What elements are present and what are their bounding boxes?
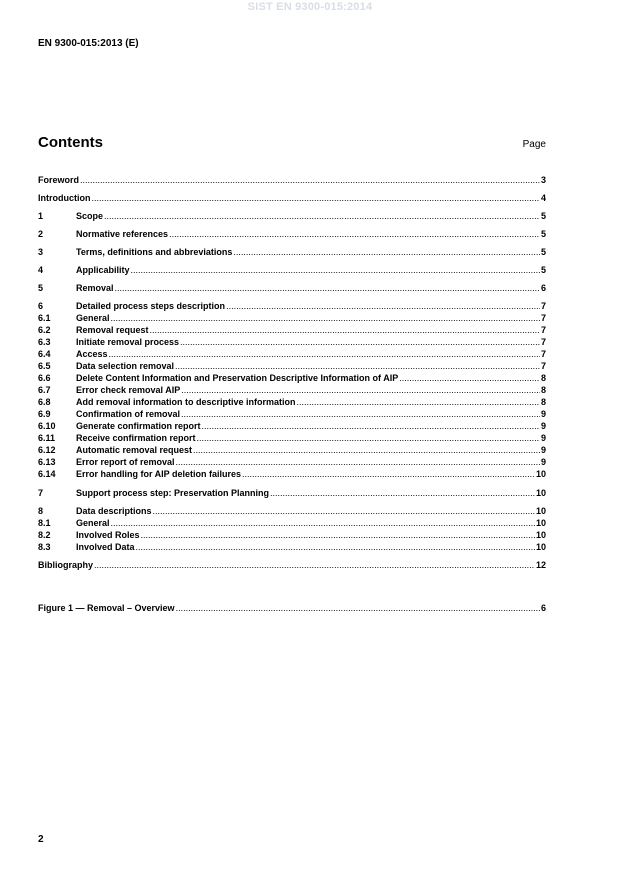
toc-entry-6-13[interactable]: [38, 457, 546, 468]
toc-entry-page: 9: [540, 409, 546, 419]
toc-entry-number: 6.8: [38, 397, 51, 407]
toc-entry-number: 7: [38, 488, 44, 498]
toc-entry-page: 10: [535, 518, 546, 528]
toc-entry-page: 7: [540, 313, 546, 323]
toc-leader-dots: [131, 265, 540, 276]
toc-leader-dots: [399, 373, 540, 384]
toc-entry-title: Support process step: Preservation Planning: [76, 488, 270, 498]
toc-entry-4[interactable]: [38, 265, 546, 276]
figure-entry-1[interactable]: [38, 603, 546, 614]
toc-leader-dots: [202, 421, 540, 432]
toc-entry-page: 7: [540, 349, 546, 359]
toc-entry-3[interactable]: [38, 247, 546, 258]
toc-entry-page: 10: [535, 542, 546, 552]
toc-leader-dots: [297, 397, 540, 408]
toc-entry-6-10[interactable]: [38, 421, 546, 432]
page-column-label: Page: [522, 139, 546, 150]
toc-entry-title: General: [76, 518, 110, 528]
toc-entry-page: 5: [540, 247, 546, 257]
toc-entry-title: Involved Data: [76, 542, 135, 552]
toc-leader-dots: [242, 469, 535, 480]
toc-entry-6-8[interactable]: [38, 397, 546, 408]
toc-entry-page: 4: [540, 193, 546, 203]
toc-entry-7[interactable]: [38, 488, 546, 499]
toc-entry-page: 10: [535, 530, 546, 540]
toc-entry-number: 6.3: [38, 337, 51, 347]
toc-entry-title: Initiate removal process: [76, 337, 180, 347]
toc-entry-6-3[interactable]: [38, 337, 546, 348]
toc-entry-title: Generate confirmation report: [76, 421, 201, 431]
toc-leader-dots: [80, 175, 540, 186]
toc-entry-6-6[interactable]: [38, 373, 546, 384]
toc-leader-dots: [111, 518, 535, 529]
toc-leader-dots: [181, 409, 540, 420]
toc-entry-bibliography[interactable]: [38, 560, 546, 571]
toc-entry-number: 4: [38, 265, 44, 275]
toc-entry-number: 6.5: [38, 361, 51, 371]
toc-entry-number: 6.6: [38, 373, 51, 383]
toc-leader-dots: [233, 247, 540, 258]
toc-entry-page: 7: [540, 337, 546, 347]
toc-leader-dots: [94, 560, 535, 571]
watermark: SIST EN 9300-015:2014: [247, 1, 373, 13]
toc-entry-page: 7: [540, 301, 546, 311]
toc-entry-page: 10: [535, 469, 546, 479]
toc-entry-title: Normative references: [76, 229, 169, 239]
toc-entry-introduction[interactable]: [38, 193, 546, 204]
toc-entry-8-3[interactable]: [38, 542, 546, 553]
toc-entry-page: 9: [540, 433, 546, 443]
toc-entry-number: 6.13: [38, 457, 56, 467]
toc-entry-5[interactable]: [38, 283, 546, 294]
page-number: 2: [38, 834, 44, 845]
toc-entry-title: Error check removal AIP: [76, 385, 181, 395]
toc-entry-page: 9: [540, 457, 546, 467]
toc-entry-number: 6.10: [38, 421, 56, 431]
toc-leader-dots: [270, 488, 535, 499]
toc-entry-title: Detailed process steps description: [76, 301, 226, 311]
toc-leader-dots: [181, 385, 540, 396]
toc-entry-title: Error handling for AIP deletion failures: [76, 469, 242, 479]
toc-entry-title: Terms, definitions and abbreviations: [76, 247, 233, 257]
toc-entry-8[interactable]: [38, 506, 546, 517]
toc-entry-page: 7: [540, 325, 546, 335]
toc-entry-number: 8: [38, 506, 44, 516]
toc-entry-number: 6.7: [38, 385, 51, 395]
toc-entry-6-2[interactable]: [38, 325, 546, 336]
toc-leader-dots: [226, 301, 540, 312]
toc-entry-page: 5: [540, 229, 546, 239]
toc-entry-1[interactable]: [38, 211, 546, 222]
toc-entry-foreword[interactable]: [38, 175, 546, 186]
toc-entry-number: 6.11: [38, 433, 56, 443]
toc-entry-page: 7: [540, 361, 546, 371]
toc-entry-6-9[interactable]: [38, 409, 546, 420]
toc-entry-number: 6.2: [38, 325, 51, 335]
toc-entry-title: Data selection removal: [76, 361, 175, 371]
toc-entry-6-11[interactable]: [38, 433, 546, 444]
toc-entry-title: General: [76, 313, 110, 323]
toc-leader-dots: [176, 603, 540, 614]
toc-entry-title: Confirmation of removal: [76, 409, 181, 419]
toc-entry-number: 6: [38, 301, 44, 311]
toc-leader-dots: [150, 325, 540, 336]
toc-entry-title: Applicability: [76, 265, 130, 275]
toc-entry-page: 8: [540, 373, 546, 383]
toc-leader-dots: [136, 542, 535, 553]
toc-entry-page: 5: [540, 211, 546, 221]
toc-entry-page: 12: [535, 560, 546, 570]
toc-entry-page: 10: [535, 488, 546, 498]
toc-leader-dots: [176, 457, 540, 468]
toc-entry-number: 6.14: [38, 469, 56, 479]
toc-leader-dots: [153, 506, 535, 517]
toc-entry-6-7[interactable]: [38, 385, 546, 396]
toc-entry-title: Add removal information to descriptive information: [76, 397, 296, 407]
toc-entry-number: 6.12: [38, 445, 56, 455]
toc-leader-dots: [169, 229, 540, 240]
toc-leader-dots: [111, 313, 540, 324]
toc-entry-number: 3: [38, 247, 44, 257]
toc-entry-title: Receive confirmation report: [76, 433, 196, 443]
toc-entry-number: 1: [38, 211, 44, 221]
toc-leader-dots: [180, 337, 540, 348]
toc-entry-8-2[interactable]: [38, 530, 546, 541]
toc-entry-title: Scope: [76, 211, 104, 221]
toc-entry-6-14[interactable]: [38, 469, 546, 480]
toc-entry-title: Delete Content Information and Preservation Descriptive Information of AIP: [76, 373, 399, 383]
toc-leader-dots: [104, 211, 540, 222]
toc-leader-dots: [115, 283, 540, 294]
toc-entry-title: Introduction: [38, 193, 91, 203]
toc-leader-dots: [175, 361, 540, 372]
toc-leader-dots: [92, 193, 540, 204]
toc-entry-number: 8.3: [38, 542, 51, 552]
toc-entry-page: 8: [540, 397, 546, 407]
toc-entry-number: 2: [38, 229, 44, 239]
toc-entry-title: Automatic removal request: [76, 445, 193, 455]
toc-entry-number: 6.9: [38, 409, 51, 419]
toc-leader-dots: [109, 349, 540, 360]
toc-entry-title: Involved Roles: [76, 530, 140, 540]
toc-entry-title: Removal request: [76, 325, 149, 335]
toc-entry-title: Error report of removal: [76, 457, 175, 467]
document-reference: EN 9300-015:2013 (E): [38, 38, 139, 49]
toc-entry-page: 8: [540, 385, 546, 395]
toc-leader-dots: [193, 445, 540, 456]
toc-leader-dots: [197, 433, 540, 444]
toc-entry-6-1[interactable]: [38, 313, 546, 324]
toc-entry-title: Data descriptions: [76, 506, 152, 516]
toc-entry-number: 6.4: [38, 349, 51, 359]
toc-entry-6-5[interactable]: [38, 361, 546, 372]
toc-entry-title: Access: [76, 349, 108, 359]
toc-entry-number: 6.1: [38, 313, 51, 323]
toc-entry-6-12[interactable]: [38, 445, 546, 456]
toc-entry-6-4[interactable]: [38, 349, 546, 360]
contents-title: Contents: [38, 134, 103, 151]
toc-entry-page: 5: [540, 265, 546, 275]
toc-entry-page: 9: [540, 421, 546, 431]
toc-entry-number: 8.1: [38, 518, 51, 528]
toc-entry-number: 8.2: [38, 530, 51, 540]
figure-entry-title: Figure 1 — Removal – Overview: [38, 603, 175, 613]
toc-entry-page: 3: [540, 175, 546, 185]
toc-entry-8-1[interactable]: [38, 518, 546, 529]
toc-entry-page: 6: [540, 283, 546, 293]
toc-entry-number: 5: [38, 283, 44, 293]
toc-entry-6[interactable]: [38, 301, 546, 312]
toc-entry-page: 10: [535, 506, 546, 516]
toc-entry-2[interactable]: [38, 229, 546, 240]
toc-entry-title: Removal: [76, 283, 114, 293]
toc-entry-title: Foreword: [38, 175, 80, 185]
toc-entry-title: Bibliography: [38, 560, 94, 570]
figure-entry-page: 6: [540, 603, 546, 613]
toc-entry-page: 9: [540, 445, 546, 455]
toc-leader-dots: [141, 530, 535, 541]
